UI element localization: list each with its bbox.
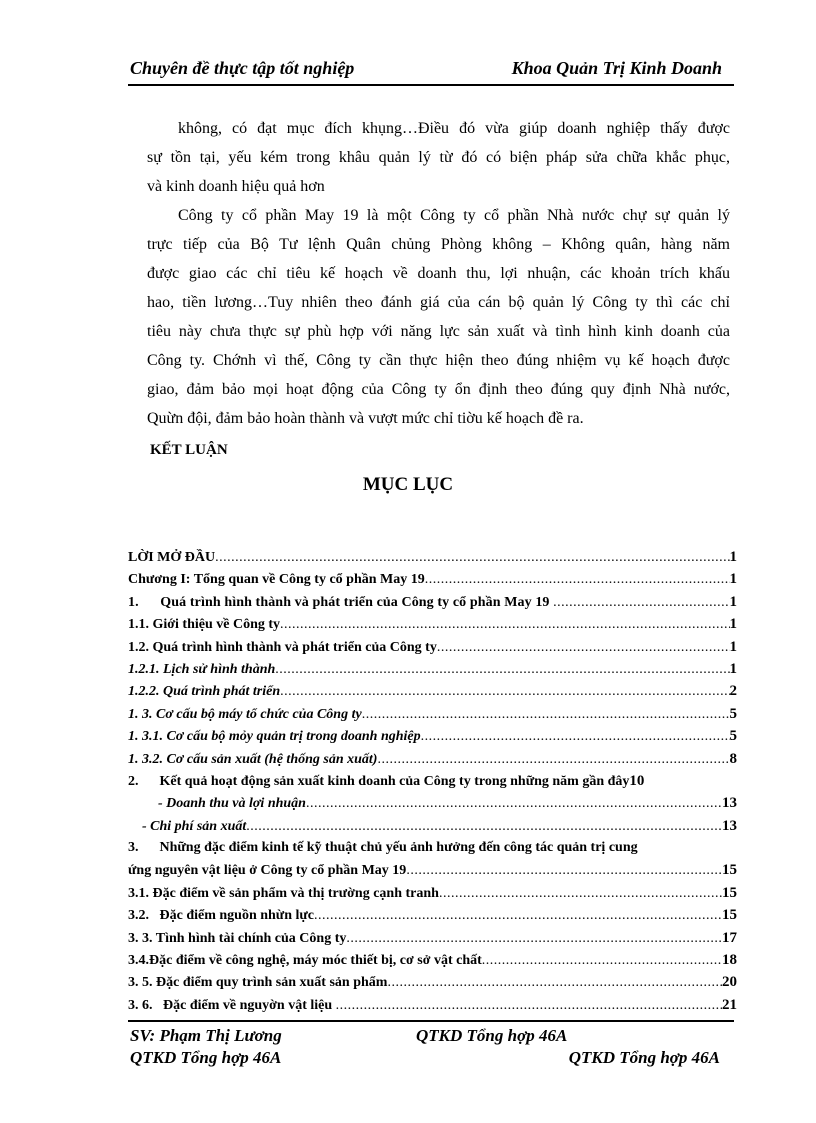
- toc-entry-page: 1: [729, 638, 737, 655]
- toc-entry-page: 1: [729, 660, 737, 677]
- toc-entry-text: 3.2. Đặc điểm nguồn nhừn lực: [128, 908, 314, 924]
- footer-student-name: SV: Phạm Thị Lương: [130, 1026, 282, 1045]
- body-line: giao, đảm bảo mọi hoạt động của Công ty ổn định theo đúng quy định Nhà nước,: [147, 381, 730, 398]
- toc-entry[interactable]: [128, 997, 737, 1019]
- toc-entry-text: 1.2.2. Quá trình phát triển: [128, 684, 281, 700]
- body-line: Công ty. Chớnh vì thế, Công ty cần thực hiện theo đúng nhiệm vụ kế hoạch được: [147, 352, 730, 369]
- toc-leader: [336, 998, 722, 1014]
- toc-entry-page: 17: [722, 929, 737, 946]
- toc-entry-text: ứng nguyên vật liệu ở Công ty cổ phần May 19: [128, 863, 407, 879]
- toc-entry[interactable]: [128, 594, 737, 616]
- toc-entry[interactable]: [128, 751, 737, 773]
- body-line: trực tiếp của Bộ Tư lệnh Quân chủng Phòng không – Không quân, hàng năm: [147, 236, 730, 253]
- toc-entry-text: 3.1. Đặc điểm về sản phẩm và thị trường cạnh tranh: [128, 885, 439, 901]
- footer-class-center: QTKD Tổng hợp 46A: [416, 1026, 568, 1045]
- toc-entry-page: 10: [629, 772, 645, 789]
- toc-entry[interactable]: [128, 885, 737, 907]
- toc-entry[interactable]: [128, 840, 737, 862]
- page-footer: [128, 1020, 734, 1067]
- toc-leader: [280, 684, 729, 700]
- toc-leader: [439, 886, 722, 902]
- toc-entry-text: 3. 6. Đặc điểm về nguyờn vật liệu: [128, 997, 336, 1013]
- toc-entry-text: - Chi phí sản xuất: [142, 818, 247, 834]
- toc-leader: [275, 662, 729, 678]
- toc-leader: [306, 796, 722, 812]
- toc-entry[interactable]: [128, 795, 737, 817]
- toc-entry-text: - Doanh thu và lợi nhuận: [158, 796, 306, 812]
- toc-leader: [215, 550, 729, 566]
- toc-entry-page: 2: [729, 683, 737, 700]
- toc-leader: [362, 707, 730, 723]
- toc-entry-text: 3. Những đặc điểm kinh tế kỹ thuật chủ yếu ảnh hưởng đến công tác quản trị cung: [128, 840, 638, 856]
- toc-entry-text: 1. 3. Cơ cấu bộ máy tổ chức của Công ty: [128, 706, 362, 722]
- toc-entry[interactable]: [128, 773, 737, 795]
- toc-entry[interactable]: [128, 616, 737, 638]
- toc-entry-page: 21: [722, 996, 737, 1013]
- toc-entry-page: 1: [729, 593, 737, 610]
- toc-entry-text: 3. 5. Đặc điểm quy trình sản xuất sản phẩm: [128, 975, 388, 991]
- toc-leader: [421, 729, 730, 745]
- toc-entry-text: 1.2. Quá trình hình thành và phát triển của Công ty: [128, 639, 437, 655]
- toc-entry-page: 13: [722, 817, 737, 834]
- header-left-title: Chuyên đề thực tập tốt nghiệp: [130, 58, 355, 78]
- toc-leader: [425, 572, 730, 588]
- toc-leader: [553, 595, 729, 611]
- table-of-contents: [128, 549, 737, 1019]
- toc-entry-page: 13: [722, 795, 737, 812]
- body-text: [147, 114, 730, 433]
- toc-entry-page: 5: [729, 705, 737, 722]
- page-header: [128, 58, 734, 86]
- toc-leader: [406, 863, 722, 879]
- toc-entry-page: 1: [729, 571, 737, 588]
- toc-entry-page: 20: [722, 974, 737, 991]
- header-right-title: Khoa Quản Trị Kinh Doanh: [511, 58, 722, 78]
- toc-entry-text: 3.4.Đặc điểm về công nghệ, máy móc thiết bị, cơ sở vật chất: [128, 953, 482, 969]
- toc-entry-page: 8: [729, 750, 737, 767]
- toc-entry-text: 3. 3. Tình hình tài chính của Công ty: [128, 930, 347, 946]
- toc-entry[interactable]: [128, 549, 737, 571]
- toc-entry[interactable]: [128, 818, 737, 840]
- toc-entry[interactable]: [128, 974, 737, 996]
- conclusion-heading: KẾT LUẬN: [150, 442, 228, 458]
- toc-leader: [437, 640, 730, 656]
- toc-entry[interactable]: [128, 952, 737, 974]
- toc-entry[interactable]: [128, 907, 737, 929]
- body-line: tiêu này chưa thực sự phù hợp với năng lực sản xuất và tình hình kinh doanh của: [147, 323, 730, 340]
- toc-leader: [377, 752, 729, 768]
- toc-leader: [482, 953, 722, 969]
- toc-entry-page: 18: [722, 952, 737, 969]
- toc-entry-page: 15: [722, 907, 737, 924]
- body-line: không, có đạt mục đích khụng…Điều đó vừa giúp doanh nghiệp thấy được: [178, 120, 730, 137]
- toc-entry-text: LỜI MỞ ĐẦU: [128, 550, 216, 565]
- toc-entry[interactable]: [128, 930, 737, 952]
- toc-leader: [346, 931, 722, 947]
- toc-entry[interactable]: [128, 571, 737, 593]
- toc-leader: [280, 617, 729, 633]
- toc-entry[interactable]: [128, 683, 737, 705]
- toc-title: MỤC LỤC: [362, 474, 454, 495]
- toc-entry[interactable]: [128, 661, 737, 683]
- toc-entry-text: 1. 3.1. Cơ cấu bộ mỏy quản trị trong doanh nghiệp: [128, 729, 421, 745]
- toc-entry-page: 5: [729, 728, 737, 745]
- toc-entry[interactable]: [128, 639, 737, 661]
- body-line: được giao các chỉ tiêu kế hoạch về doanh thu, lợi nhuận, các khoản trích khấu: [147, 265, 730, 282]
- toc-entry-text: 1. Quá trình hình thành và phát triển của Công ty cổ phần May 19: [128, 594, 554, 610]
- toc-entry-text: 1. 3.2. Cơ cấu sản xuất (hệ thống sản xuất): [128, 751, 378, 767]
- body-line: Công ty cổ phần May 19 là một Công ty cổ phần Nhà nước chự sự quản lý: [178, 207, 730, 224]
- toc-entry[interactable]: [128, 728, 737, 750]
- footer-class-right: QTKD Tổng hợp 46A: [568, 1048, 720, 1067]
- body-line: hao, tiền lương…Tuy nhiên theo đánh giá của cán bộ quản lý Công ty thì các chỉ: [147, 294, 730, 311]
- body-line: Quừn đội, đảm bảo hoàn thành và vượt mức chỉ tiờu kế hoạch đề ra.: [147, 410, 584, 427]
- toc-entry-text: 1.2.1. Lịch sử hình thành: [128, 661, 276, 677]
- body-line: sự tồn tại, yếu kém trong khâu quản lý từ đó có biện pháp sửa chữa khắc phục,: [147, 149, 730, 166]
- toc-leader: [314, 908, 722, 924]
- toc-leader: [246, 819, 722, 835]
- toc-leader: [387, 975, 722, 991]
- toc-entry-page: 15: [722, 862, 737, 879]
- toc-entry-page: 1: [729, 616, 737, 633]
- toc-entry[interactable]: [128, 706, 737, 728]
- toc-entry-text: 1.1. Giới thiệu về Công ty: [128, 617, 281, 633]
- toc-entry-page: 1: [729, 549, 737, 565]
- toc-entry-text: 2. Kết quả hoạt động sản xuất kinh doanh của Công ty trong những năm gần đây: [128, 773, 630, 789]
- toc-entry-text: Chương I: Tổng quan về Công ty cổ phần May 19: [128, 572, 425, 588]
- toc-entry[interactable]: [128, 862, 737, 884]
- body-line: và kinh doanh hiệu quả hơn: [147, 178, 325, 195]
- footer-class-left: QTKD Tổng hợp 46A: [130, 1048, 282, 1067]
- toc-entry-page: 15: [722, 884, 737, 901]
